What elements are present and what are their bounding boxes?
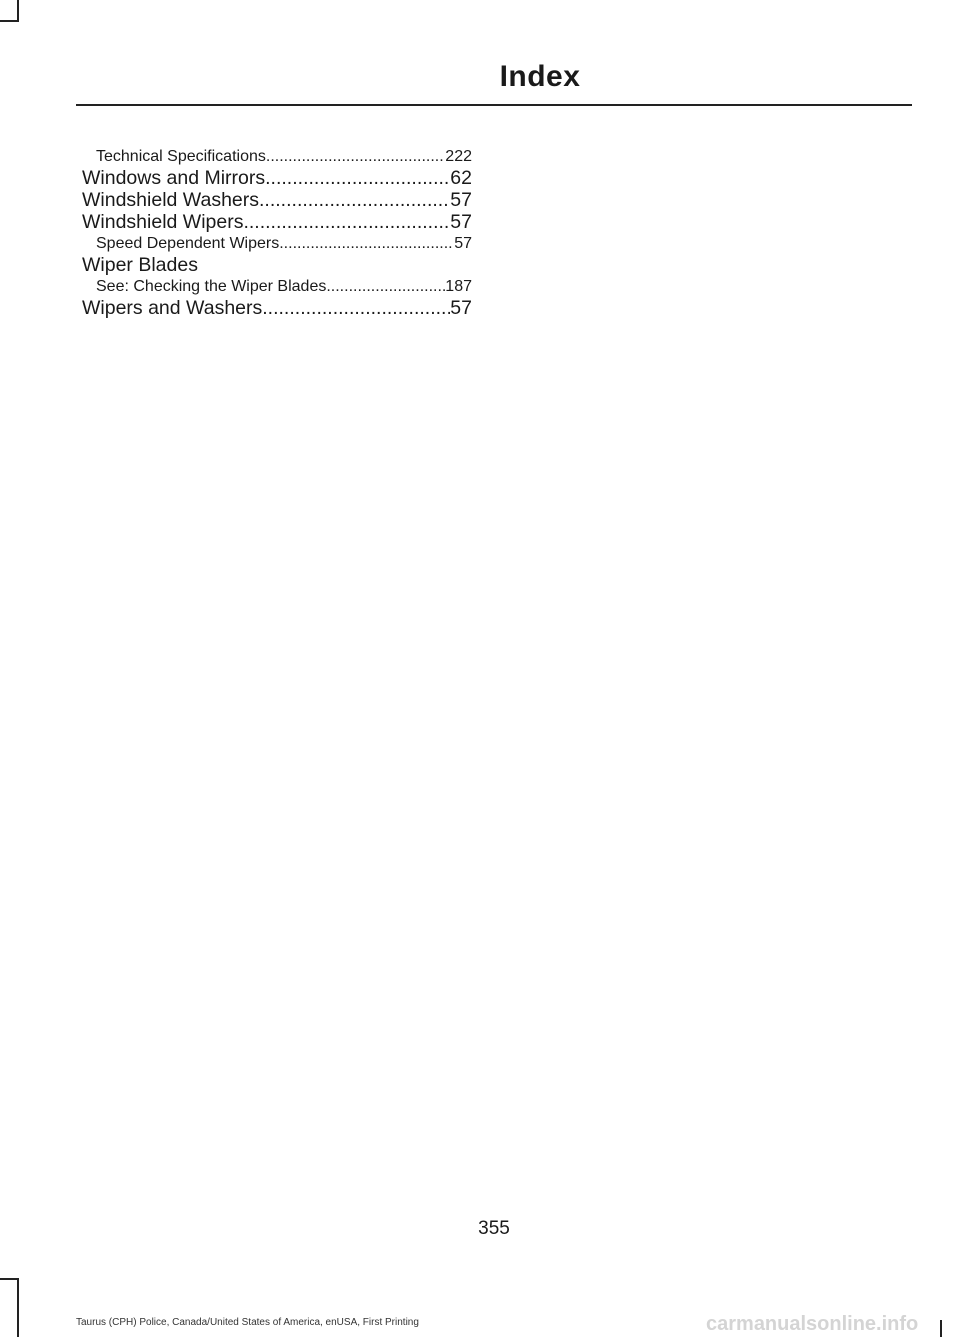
index-heading bbox=[82, 254, 472, 276]
index-entry-label: Speed Dependent Wipers bbox=[96, 235, 280, 252]
index-entry-page: 57 bbox=[454, 235, 472, 252]
index-entry[interactable] bbox=[82, 297, 472, 319]
index-entry[interactable] bbox=[82, 276, 472, 297]
index-entry[interactable] bbox=[82, 189, 472, 211]
index-entry-page: 62 bbox=[450, 167, 472, 189]
page-title: Index bbox=[499, 60, 581, 93]
index-entry-label: Windshield Washers bbox=[82, 189, 260, 211]
crop-mark-top-left-horizontal bbox=[0, 20, 19, 22]
index-entry-page: 187 bbox=[445, 278, 472, 295]
index-entry[interactable] bbox=[82, 211, 472, 233]
leader-dots bbox=[265, 167, 450, 189]
index-entry-label: Windshield Wipers bbox=[82, 211, 244, 233]
leader-dots bbox=[326, 276, 445, 297]
index-list bbox=[82, 146, 472, 319]
index-entry-page: 57 bbox=[450, 189, 472, 211]
leader-dots bbox=[262, 297, 450, 319]
index-entry-label: Technical Specifications bbox=[96, 148, 266, 165]
index-entry[interactable] bbox=[82, 233, 472, 254]
index-entry-page: 57 bbox=[450, 297, 472, 319]
index-entry[interactable] bbox=[82, 146, 472, 167]
index-entry-page: 222 bbox=[445, 148, 472, 165]
leader-dots bbox=[266, 146, 445, 167]
index-entry-label: Windows and Mirrors bbox=[82, 167, 266, 189]
leader-dots bbox=[259, 189, 450, 211]
index-heading-label: Wiper Blades bbox=[82, 254, 198, 276]
crop-mark-bottom-right-vertical bbox=[940, 1320, 942, 1337]
index-entry[interactable] bbox=[82, 167, 472, 189]
index-entry-page: 57 bbox=[450, 211, 472, 233]
leader-dots bbox=[243, 211, 450, 233]
index-entry-label: Wipers and Washers bbox=[82, 297, 263, 319]
crop-mark-bottom-left-vertical bbox=[17, 1278, 19, 1337]
header-divider bbox=[76, 104, 912, 106]
crop-mark-top-left-vertical bbox=[17, 0, 19, 22]
footer-text: Taurus (CPH) Police, Canada/United States of America, enUSA, First Printing bbox=[76, 1317, 419, 1328]
watermark: carmanualsonline.info bbox=[706, 1313, 919, 1335]
leader-dots bbox=[279, 233, 454, 254]
page-number: 355 bbox=[478, 1218, 510, 1239]
index-entry-label: See: Checking the Wiper Blades bbox=[96, 278, 327, 295]
